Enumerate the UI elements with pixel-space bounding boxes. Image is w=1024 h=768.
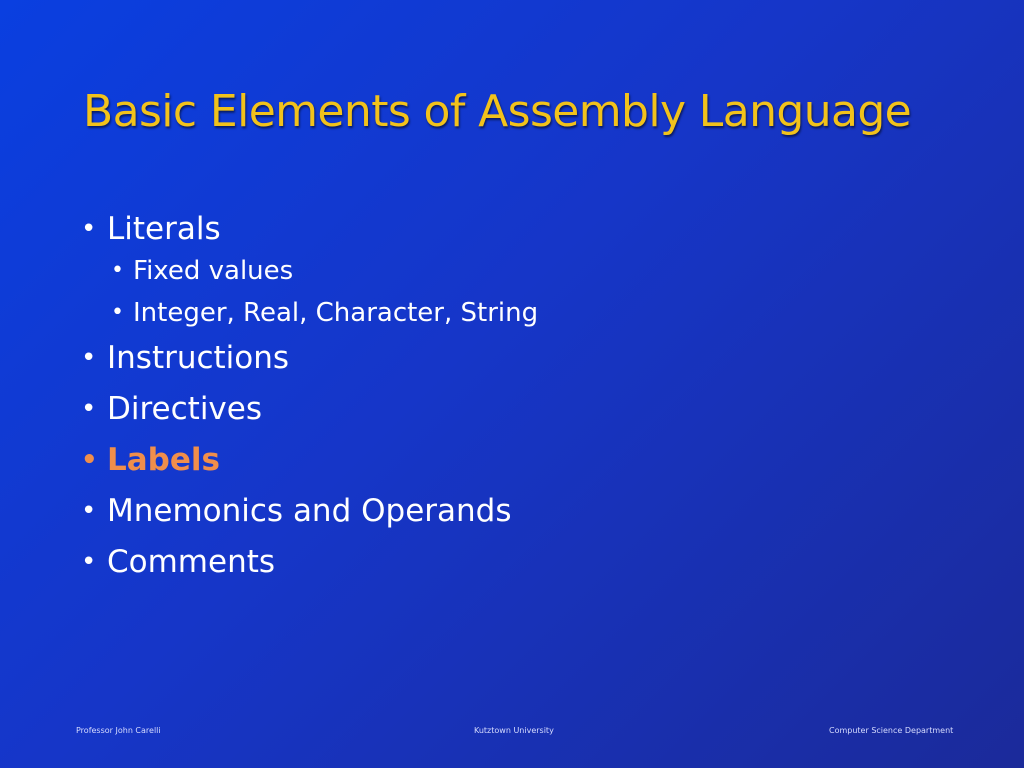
bullet-item-literals [81, 208, 538, 251]
bullet-icon: • [81, 343, 97, 373]
bullet-icon: • [111, 258, 124, 283]
bullet-text: Labels [107, 442, 220, 478]
bullet-text: Integer, Real, Character, String [133, 298, 539, 328]
bullet-icon: • [81, 214, 97, 244]
bullet-text: Instructions [107, 340, 290, 376]
bullet-item-labels [81, 439, 538, 482]
bullet-icon: • [81, 547, 97, 577]
bullet-text: Literals [107, 211, 221, 247]
bullet-icon: • [81, 496, 97, 526]
bullet-text: Comments [107, 544, 276, 580]
footer-university: Kutztown University [474, 726, 554, 735]
bullet-text: Mnemonics and Operands [107, 493, 512, 529]
bullet-icon: • [81, 394, 97, 424]
bullet-text: Directives [107, 391, 262, 427]
sub-bullet-item-types [81, 295, 538, 331]
bullet-item-comments [81, 541, 538, 584]
sub-bullet-item-fixed-values [81, 253, 538, 289]
bullet-item-instructions [81, 337, 538, 380]
bullet-text: Fixed values [133, 256, 294, 286]
bullet-list [81, 208, 538, 592]
bullet-icon: • [111, 300, 124, 325]
bullet-item-mnemonics [81, 490, 538, 533]
footer-author: Professor John Carelli [76, 726, 161, 735]
bullet-item-directives [81, 388, 538, 431]
bullet-icon: • [81, 445, 98, 475]
slide-title: Basic Elements of Assembly Language [83, 86, 912, 137]
footer-department: Computer Science Department [829, 726, 954, 735]
